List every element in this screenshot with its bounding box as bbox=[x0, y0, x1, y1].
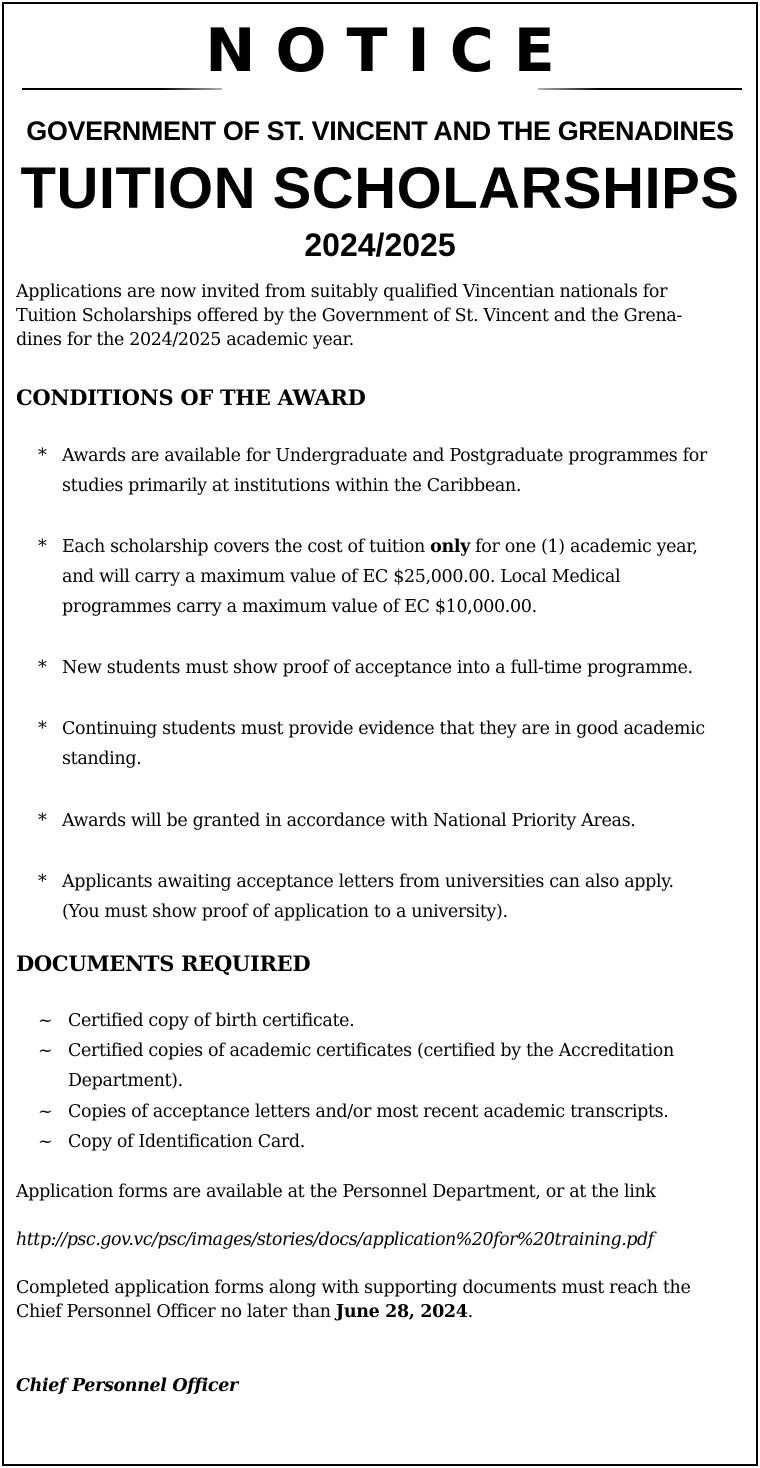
emphasis-only: only bbox=[430, 537, 470, 557]
document-item bbox=[38, 1006, 748, 1036]
document-item bbox=[38, 1036, 748, 1096]
document-item bbox=[38, 1097, 748, 1127]
document-text: Copies of acceptance letters and/or most recent academic transcripts. bbox=[68, 1102, 669, 1122]
condition-text: standing. bbox=[62, 749, 142, 769]
condition-item bbox=[38, 653, 748, 683]
condition-text: Awards will be granted in accordance with National Priority Areas. bbox=[62, 811, 636, 831]
title-rule-right bbox=[538, 88, 742, 90]
condition-item bbox=[38, 714, 748, 774]
deadline-line: Completed application forms along with supporting documents must reach the bbox=[16, 1278, 691, 1298]
bullet-mark: * bbox=[38, 446, 47, 466]
bullet-mark: * bbox=[38, 872, 47, 892]
bullet-mark: ~ bbox=[38, 1011, 53, 1031]
document-text: Certified copy of birth certificate. bbox=[68, 1011, 355, 1031]
bullet-mark: * bbox=[38, 658, 47, 678]
bullet-mark: ~ bbox=[38, 1102, 53, 1122]
bullet-mark: * bbox=[38, 537, 47, 557]
deadline-line bbox=[16, 1300, 746, 1324]
notice-title: NOTICE bbox=[205, 16, 575, 86]
intro-paragraph bbox=[16, 280, 746, 352]
condition-item bbox=[38, 441, 748, 501]
intro-line: Applications are now invited from suitably qualified Vincentian nationals for bbox=[16, 282, 668, 302]
signature: Chief Personnel Officer bbox=[16, 1376, 238, 1396]
deadline-paragraph bbox=[16, 1276, 746, 1324]
document-text: Certified copies of academic certificates (certified by the Accreditation bbox=[68, 1041, 674, 1061]
intro-line: Tuition Scholarships offered by the Government of St. Vincent and the Grena- bbox=[16, 306, 682, 326]
condition-text: and will carry a maximum value of EC $25,000.00. Local Medical bbox=[62, 567, 621, 587]
condition-text: Applicants awaiting acceptance letters from universities can also apply. bbox=[62, 872, 674, 892]
scholarship-title: TUITION SCHOLARSHIPS bbox=[20, 156, 740, 221]
document-text: Copy of Identification Card. bbox=[68, 1132, 305, 1152]
condition-text-part: Each scholarship covers the cost of tuition bbox=[62, 537, 431, 557]
bullet-mark: ~ bbox=[38, 1132, 53, 1152]
condition-item bbox=[38, 806, 748, 836]
government-heading: GOVERNMENT OF ST. VINCENT AND THE GRENADINES bbox=[26, 116, 734, 146]
academic-year: 2024/2025 bbox=[304, 227, 456, 263]
application-form-link[interactable]: http://psc.gov.vc/psc/images/stories/docs/application%20for%20training.pdf bbox=[16, 1230, 654, 1250]
condition-text: Awards are available for Undergraduate and Postgraduate programmes for bbox=[62, 446, 707, 466]
condition-text: New students must show proof of acceptance into a full-time programme. bbox=[62, 658, 693, 678]
deadline-date: June 28, 2024 bbox=[335, 1302, 468, 1322]
conditions-heading: CONDITIONS OF THE AWARD bbox=[16, 385, 366, 410]
condition-item bbox=[38, 532, 748, 622]
document-item bbox=[38, 1127, 748, 1157]
condition-item bbox=[38, 867, 748, 927]
condition-text: programmes carry a maximum value of EC $10,000.00. bbox=[62, 597, 537, 617]
condition-text-part: for one (1) academic year, bbox=[469, 537, 698, 557]
deadline-text-part: Chief Personnel Officer no later than bbox=[16, 1302, 336, 1322]
document-text: Department). bbox=[68, 1071, 183, 1091]
condition-text bbox=[62, 532, 748, 562]
bullet-mark: * bbox=[38, 719, 47, 739]
title-rule-left bbox=[22, 88, 222, 90]
deadline-text-part: . bbox=[467, 1302, 473, 1322]
documents-heading: DOCUMENTS REQUIRED bbox=[16, 951, 311, 976]
notice-frame bbox=[2, 2, 758, 1466]
forms-availability: Application forms are available at the Personnel Department, or at the link bbox=[16, 1182, 656, 1202]
bullet-mark: * bbox=[38, 811, 47, 831]
bullet-mark: ~ bbox=[38, 1041, 53, 1061]
condition-text: (You must show proof of application to a university). bbox=[62, 902, 508, 922]
condition-text: Continuing students must provide evidence that they are in good academic bbox=[62, 719, 705, 739]
intro-line: dines for the 2024/2025 academic year. bbox=[16, 330, 354, 350]
condition-text: studies primarily at institutions within the Caribbean. bbox=[62, 476, 522, 496]
